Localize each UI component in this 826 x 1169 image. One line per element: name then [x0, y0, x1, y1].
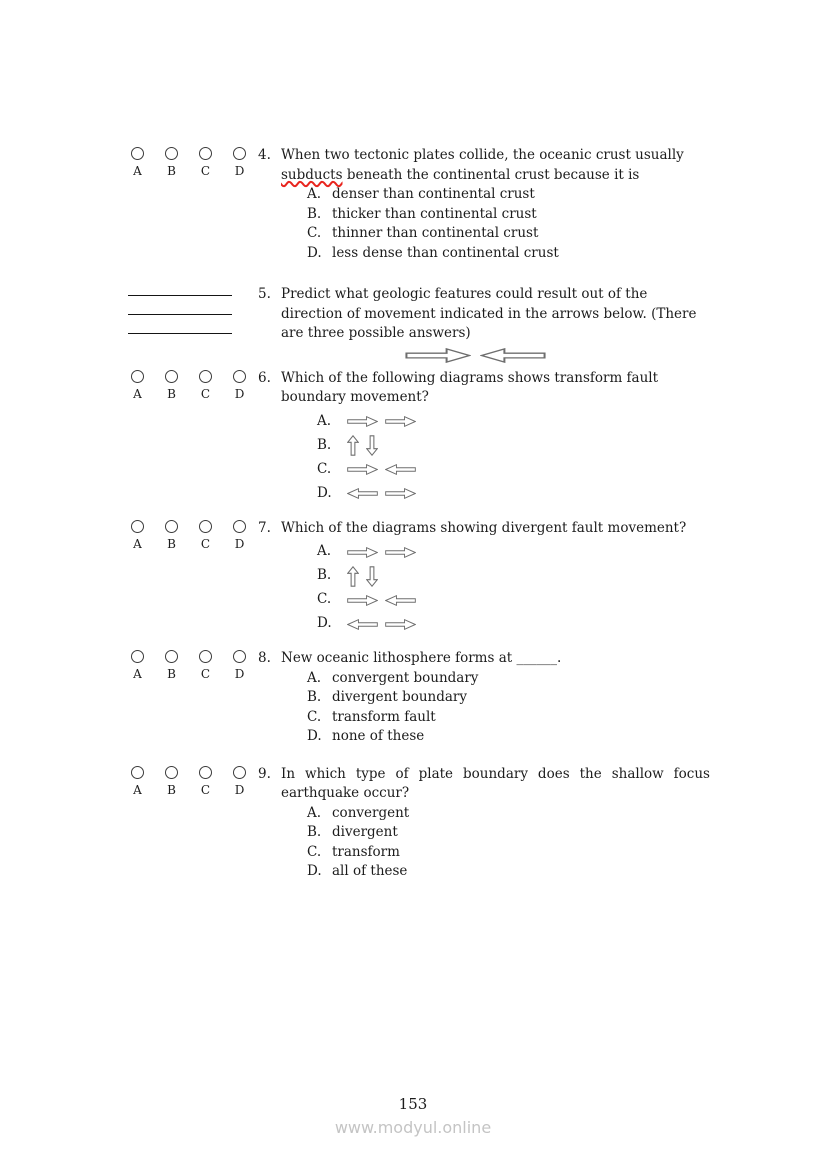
- option-text: convergent: [332, 804, 410, 821]
- option-label: D.: [307, 244, 322, 261]
- option-b: [317, 434, 710, 458]
- answer-bubble-b[interactable]: [165, 370, 178, 383]
- arrow-diagram: [347, 464, 416, 475]
- question-row-7: [128, 519, 710, 637]
- question-7: [258, 519, 710, 637]
- option-c: [307, 843, 710, 863]
- bubble-option-d: [230, 766, 249, 797]
- bubble-option-b: [162, 650, 181, 681]
- bubble-label-a: A: [133, 164, 142, 178]
- bubble-label-d: D: [234, 536, 245, 551]
- option-d: [307, 727, 561, 747]
- option-label: C.: [307, 708, 322, 725]
- arrow-left-icon: [385, 464, 416, 475]
- option-label: D.: [317, 484, 332, 501]
- option-a: [317, 540, 686, 564]
- answer-bubble-c[interactable]: [199, 147, 212, 160]
- answer-column-q4: [128, 146, 258, 178]
- question-row-6: [128, 369, 710, 506]
- arrow-up-icon: [347, 435, 359, 456]
- bubble-option-a: [128, 520, 147, 551]
- question-text-block: [281, 765, 710, 882]
- option-a: [317, 410, 710, 434]
- options-list-q8: [307, 669, 561, 747]
- arrow-right-icon: [385, 547, 416, 558]
- question-row-5: [128, 285, 710, 363]
- option-text: less dense than continental crust: [332, 244, 559, 261]
- option-label: C.: [307, 843, 322, 860]
- answer-blank-line-3[interactable]: [128, 315, 232, 334]
- bubble-label-c: C: [200, 782, 211, 797]
- question-8: [258, 649, 710, 747]
- bubble-label-b: B: [167, 782, 176, 797]
- arrow-diagram: [347, 619, 416, 630]
- arrow-diagram: [347, 416, 416, 427]
- answer-bubble-c[interactable]: [199, 650, 212, 663]
- answer-column-q9: [128, 765, 258, 797]
- arrow-diagram: [347, 566, 378, 587]
- option-text: convergent boundary: [332, 669, 479, 686]
- option-c: [307, 224, 710, 244]
- option-label: A.: [317, 412, 332, 429]
- option-a: [307, 669, 561, 689]
- arrow-right-icon: [347, 464, 378, 475]
- option-a: [307, 804, 710, 824]
- bubble-option-d: [230, 650, 249, 681]
- bubble-label-b: B: [167, 667, 176, 681]
- question-row-8: [128, 649, 710, 747]
- answer-bubbles-q9: [128, 765, 258, 797]
- option-label: D.: [307, 728, 322, 744]
- answer-bubble-c[interactable]: [199, 370, 212, 383]
- arrow-right-icon: [347, 595, 378, 606]
- arrow-diagram: [347, 435, 378, 456]
- page-number: 153: [398, 1095, 428, 1113]
- bubble-label-d: D: [234, 667, 245, 681]
- answer-bubble-b[interactable]: [165, 147, 178, 160]
- question-6: [258, 369, 710, 506]
- option-d: [307, 244, 710, 264]
- option-label: A.: [307, 669, 322, 686]
- answer-blank-line-1[interactable]: [128, 285, 232, 296]
- arrow-right-icon: [385, 416, 416, 427]
- bubble-option-d: [230, 370, 249, 401]
- question-text-block: [281, 369, 710, 506]
- bubble-option-a: [128, 147, 147, 178]
- bubble-option-a: [128, 370, 147, 401]
- question-4: [258, 146, 710, 263]
- bubble-option-b: [162, 147, 181, 178]
- bubble-label-d: D: [234, 782, 245, 797]
- options-list-q6: [317, 410, 710, 506]
- options-list-q7: [317, 540, 686, 636]
- answer-column-q6: [128, 369, 258, 401]
- option-d: [317, 482, 710, 506]
- arrow-right-icon: [405, 348, 471, 363]
- arrow-down-icon: [366, 566, 378, 587]
- option-c: [307, 708, 561, 728]
- bubble-option-b: [162, 370, 181, 401]
- answer-bubble-b[interactable]: [165, 650, 178, 663]
- option-text: none of these: [332, 728, 425, 744]
- bubble-label-c: C: [200, 386, 211, 401]
- answer-bubble-a[interactable]: [131, 650, 144, 663]
- option-label: A.: [317, 543, 332, 560]
- question-number: 9.: [258, 765, 271, 782]
- option-label: B.: [307, 689, 322, 705]
- arrow-left-icon: [347, 619, 378, 630]
- option-b: [307, 688, 561, 708]
- arrow-right-icon: [347, 547, 378, 558]
- bubble-option-b: [162, 766, 181, 797]
- question-row-9: [128, 765, 710, 882]
- question-row-4: [128, 146, 710, 263]
- question-text-part: New oceanic lithosphere forms at ______.: [281, 650, 562, 666]
- option-label: B.: [307, 205, 322, 222]
- bubble-label-b: B: [167, 164, 176, 178]
- bubble-option-b: [162, 520, 181, 551]
- answer-bubbles-q7: [128, 519, 258, 551]
- option-label: B.: [307, 824, 322, 840]
- question-text-block: [281, 285, 710, 363]
- underlined-word: subducts: [281, 166, 343, 183]
- option-label: B.: [317, 436, 332, 453]
- bubble-option-a: [128, 650, 147, 681]
- question-9: [258, 765, 710, 882]
- watermark: www.modyul.online: [334, 1118, 492, 1137]
- option-text: transform: [332, 843, 400, 860]
- bubble-label-a: A: [133, 782, 142, 797]
- worksheet-content: [128, 146, 710, 882]
- answer-bubble-d[interactable]: [233, 650, 246, 663]
- arrow-down-icon: [366, 435, 378, 456]
- bubble-option-d: [230, 147, 249, 178]
- question-number: 8.: [258, 650, 271, 666]
- options-list-q4: [307, 185, 710, 263]
- answer-bubble-b[interactable]: [165, 766, 178, 779]
- answer-column-q7: [128, 519, 258, 551]
- answer-column-q8: [128, 649, 258, 681]
- answer-bubbles-q6: [128, 369, 258, 401]
- question-text-part: beneath the continental crust because it is: [346, 166, 640, 183]
- option-label: A.: [307, 804, 322, 821]
- bubble-option-c: [196, 370, 215, 401]
- bubble-option-c: [196, 520, 215, 551]
- answer-bubble-a[interactable]: [131, 370, 144, 383]
- question-text-part: Predict what geologic features could result out of the direction of movement indicated in the arrows below. (There are three possible answers): [281, 286, 697, 341]
- answer-bubble-d[interactable]: [233, 370, 246, 383]
- option-d: [307, 862, 710, 882]
- option-label: C.: [317, 591, 332, 608]
- arrow-left-icon: [347, 488, 378, 499]
- option-label: C.: [307, 225, 322, 241]
- arrow-right-icon: [385, 488, 416, 499]
- option-text: thicker than continental crust: [332, 205, 537, 222]
- bubble-option-c: [196, 766, 215, 797]
- answer-bubbles-q4: [128, 146, 258, 178]
- question-text-part: Which of the diagrams showing divergent fault movement?: [281, 519, 687, 536]
- arrow-left-icon: [385, 595, 416, 606]
- option-text: transform fault: [332, 708, 436, 725]
- option-label: D.: [307, 863, 322, 879]
- answer-bubble-a[interactable]: [131, 520, 144, 533]
- bubble-option-d: [230, 520, 249, 551]
- bubble-label-a: A: [133, 386, 142, 401]
- option-text: all of these: [332, 863, 408, 879]
- answer-bubble-b[interactable]: [165, 520, 178, 533]
- answer-bubble-d[interactable]: [233, 766, 246, 779]
- question-text-block: [281, 519, 686, 637]
- option-label: C.: [317, 460, 332, 477]
- question-5: [258, 285, 710, 363]
- movement-arrows-diagram: [405, 348, 710, 363]
- answer-bubble-a[interactable]: [131, 147, 144, 160]
- bubble-label-c: C: [200, 667, 211, 681]
- question-text-part: Which of the following diagrams shows transform fault boundary movement?: [281, 369, 659, 405]
- option-b: [307, 823, 710, 843]
- bubble-label-c: C: [200, 164, 211, 178]
- arrow-diagram: [347, 547, 416, 558]
- answer-blanks-q5: [128, 285, 232, 334]
- option-text: thinner than continental crust: [332, 225, 539, 241]
- bubble-label-a: A: [133, 536, 142, 551]
- option-text: divergent boundary: [332, 689, 467, 705]
- question-number: 7.: [258, 519, 271, 536]
- question-number: 5.: [258, 286, 271, 302]
- answer-bubble-c[interactable]: [199, 766, 212, 779]
- answer-blank-line-2[interactable]: [128, 296, 232, 315]
- bubble-label-b: B: [167, 536, 176, 551]
- question-text-part: In which type of plate boundary does the shallow focus earthquake occur?: [281, 765, 710, 801]
- option-b: [307, 205, 710, 225]
- arrow-left-icon: [480, 348, 546, 363]
- option-a: [307, 185, 710, 205]
- option-text: divergent: [332, 824, 398, 840]
- option-c: [317, 458, 710, 482]
- question-number: 6.: [258, 369, 271, 386]
- options-list-q9: [307, 804, 710, 882]
- bubble-label-d: D: [234, 164, 245, 178]
- question-text-block: [281, 146, 710, 263]
- option-label: B.: [317, 567, 332, 584]
- answer-column-q5: [128, 285, 258, 334]
- answer-bubbles-q8: [128, 649, 258, 681]
- option-b: [317, 564, 686, 588]
- answer-bubble-d[interactable]: [233, 520, 246, 533]
- question-number: 4.: [258, 147, 271, 163]
- bubble-label-a: A: [133, 667, 142, 681]
- arrow-diagram: [347, 488, 416, 499]
- arrow-right-icon: [385, 619, 416, 630]
- answer-bubble-d[interactable]: [233, 147, 246, 160]
- answer-bubble-a[interactable]: [131, 766, 144, 779]
- bubble-label-d: D: [234, 386, 245, 401]
- option-text: denser than continental crust: [332, 186, 535, 202]
- arrow-up-icon: [347, 566, 359, 587]
- bubble-label-c: C: [200, 536, 211, 551]
- arrow-diagram: [347, 595, 416, 606]
- question-text-part: When two tectonic plates collide, the oceanic crust usually: [281, 147, 684, 163]
- arrow-right-icon: [347, 416, 378, 427]
- option-label: A.: [307, 186, 322, 202]
- option-d: [317, 612, 686, 636]
- bubble-option-a: [128, 766, 147, 797]
- question-text-block: [281, 649, 561, 747]
- option-c: [317, 588, 686, 612]
- option-label: D.: [317, 615, 332, 632]
- bubble-option-c: [196, 147, 215, 178]
- answer-bubble-c[interactable]: [199, 520, 212, 533]
- bubble-option-c: [196, 650, 215, 681]
- bubble-label-b: B: [167, 386, 176, 401]
